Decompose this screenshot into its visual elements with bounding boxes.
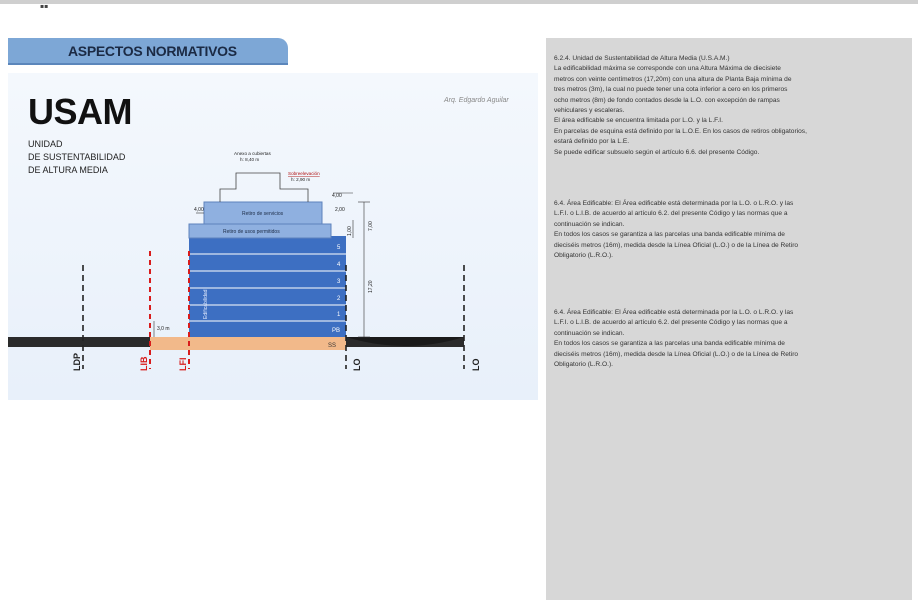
- paragraph-line: En parcelas de esquina está definido por la L.O.E. En los casos de retiros obligatorios,: [554, 127, 807, 135]
- paragraph-line: tres metros (3m), la cual no puede tener una cota inferior a cero en los primeros: [554, 86, 788, 94]
- paragraph-line: La edificabilidad máxima se corresponde con una Altura Máxima de diecisiete: [554, 65, 781, 73]
- dim-main-height: 17,20: [368, 280, 374, 293]
- floor-label: 2: [337, 296, 341, 302]
- usam-slide: [8, 73, 538, 400]
- basement: [150, 337, 346, 350]
- paragraph-area-edificable-repeat: [554, 308, 908, 370]
- line-label-lfi: LFI: [178, 357, 188, 371]
- section-diagram: [8, 73, 538, 400]
- annotation-top: h: 8,40 m: [240, 157, 260, 162]
- roof-box-permitted-label: Retiro de usos permitidos: [223, 229, 280, 235]
- paragraph-line: Obligatorio (L.R.O.).: [554, 252, 613, 260]
- floor-label: 3: [337, 279, 341, 285]
- dim-ground-gap: 3,0 m: [157, 326, 170, 332]
- line-label-lib: LIB: [139, 356, 149, 371]
- floor-label: 5: [337, 245, 341, 251]
- paragraph-line: L.F.I. o L.I.B. de acuerdo al artículo 6.2. del presente Código y las normas que a: [554, 210, 788, 218]
- subtitle-line: UNIDAD: [28, 139, 63, 149]
- subtitle-line: DE ALTURA MEDIA: [28, 165, 108, 175]
- paragraph-line: En todos los casos se garantiza a las parcelas una banda edificable mínima de: [554, 231, 785, 239]
- slide-title: USAM: [28, 91, 132, 132]
- section-header: [8, 38, 288, 64]
- text-panel: [546, 38, 912, 600]
- line-label-lo: LO: [471, 358, 481, 371]
- annotation-top: Anexo a cubiertas: [234, 151, 271, 156]
- ground-left: [8, 337, 150, 347]
- annotation-right: h: 2,90 m: [291, 177, 311, 182]
- paragraph-line: metros con veinte centímetros (17,20m) con una altura de Planta Baja mínima de: [554, 75, 792, 83]
- paragraph-line: ocho metros (8m) de fondo contados desde la L.O. con excepción de rampas: [554, 96, 780, 104]
- slide-author: Arq. Edgardo Aguilar: [444, 97, 509, 104]
- paragraph-line: dieciséis metros (16m), medida desde la Línea Oficial (L.O.) o de la Línea de Retiro: [554, 350, 799, 358]
- paragraph-line: El área edificable se encuentra limitada por L.O. y la L.F.I.: [554, 117, 723, 125]
- paragraph-line: 6.4. Área Edificable: El Área edificable está determinada por la L.O. o L.R.O. y las: [554, 309, 794, 316]
- annotation-right: Sobreelevación: [288, 171, 320, 176]
- paragraph-line: vehiculares y escaleras.: [554, 107, 625, 115]
- main-block: [189, 236, 346, 337]
- paragraph-line: 6.2.4. Unidad de Sustentabilidad de Altura Media (U.S.A.M.): [554, 55, 730, 62]
- paragraph-line: continuación se indican.: [554, 329, 625, 337]
- paragraph-usam: [554, 54, 908, 158]
- basement-label: SS: [328, 343, 337, 349]
- floor-label: 1: [337, 312, 341, 318]
- paragraph-line: dieciséis metros (16m), medida desde la Línea Oficial (L.O.) o de la Línea de Retiro: [554, 241, 799, 249]
- dim-right-4: 4,00: [332, 193, 342, 199]
- edificabilidad-label: Edificabilidad: [203, 289, 209, 319]
- dim-right-1: 1,00: [347, 226, 353, 236]
- header-underline: [8, 63, 288, 65]
- line-label-ldp: LDP: [72, 353, 82, 371]
- roof-box-services-label: Retiro de servicios: [242, 211, 284, 217]
- floor-label: PB: [332, 328, 341, 334]
- paragraph-line: estará definido por la L.E.: [554, 138, 630, 146]
- paragraph-line: Obligatorio (L.R.O.).: [554, 361, 613, 369]
- section-header-title: ASPECTOS NORMATIVOS: [68, 43, 237, 59]
- subtitle-line: DE SUSTENTABILIDAD: [28, 152, 126, 162]
- paragraph-line: En todos los casos se garantiza a las parcelas una banda edificable mínima de: [554, 340, 785, 348]
- floor-label: 4: [337, 262, 341, 268]
- paragraph-line: Se puede edificar subsuelo según el artículo 6.6. del presente Código.: [554, 148, 760, 156]
- dim-right-2: 2,00: [335, 207, 345, 213]
- line-label-lo: LO: [352, 358, 362, 371]
- top-mark: ▪▪: [40, 3, 49, 10]
- paragraph-line: 6.4. Área Edificable: El Área edificable está determinada por la L.O. o L.R.O. y las: [554, 200, 794, 207]
- paragraph-area-edificable: [554, 199, 908, 261]
- dim-left-4: 4,00: [194, 207, 204, 213]
- dim-total-top: 7,00: [368, 221, 374, 231]
- red-lines: [150, 251, 189, 369]
- paragraph-line: L.F.I. o L.I.B. de acuerdo al artículo 6.2. del presente Código y las normas que a: [554, 319, 788, 327]
- paragraph-line: continuación se indican.: [554, 220, 625, 228]
- top-bar: [0, 0, 918, 4]
